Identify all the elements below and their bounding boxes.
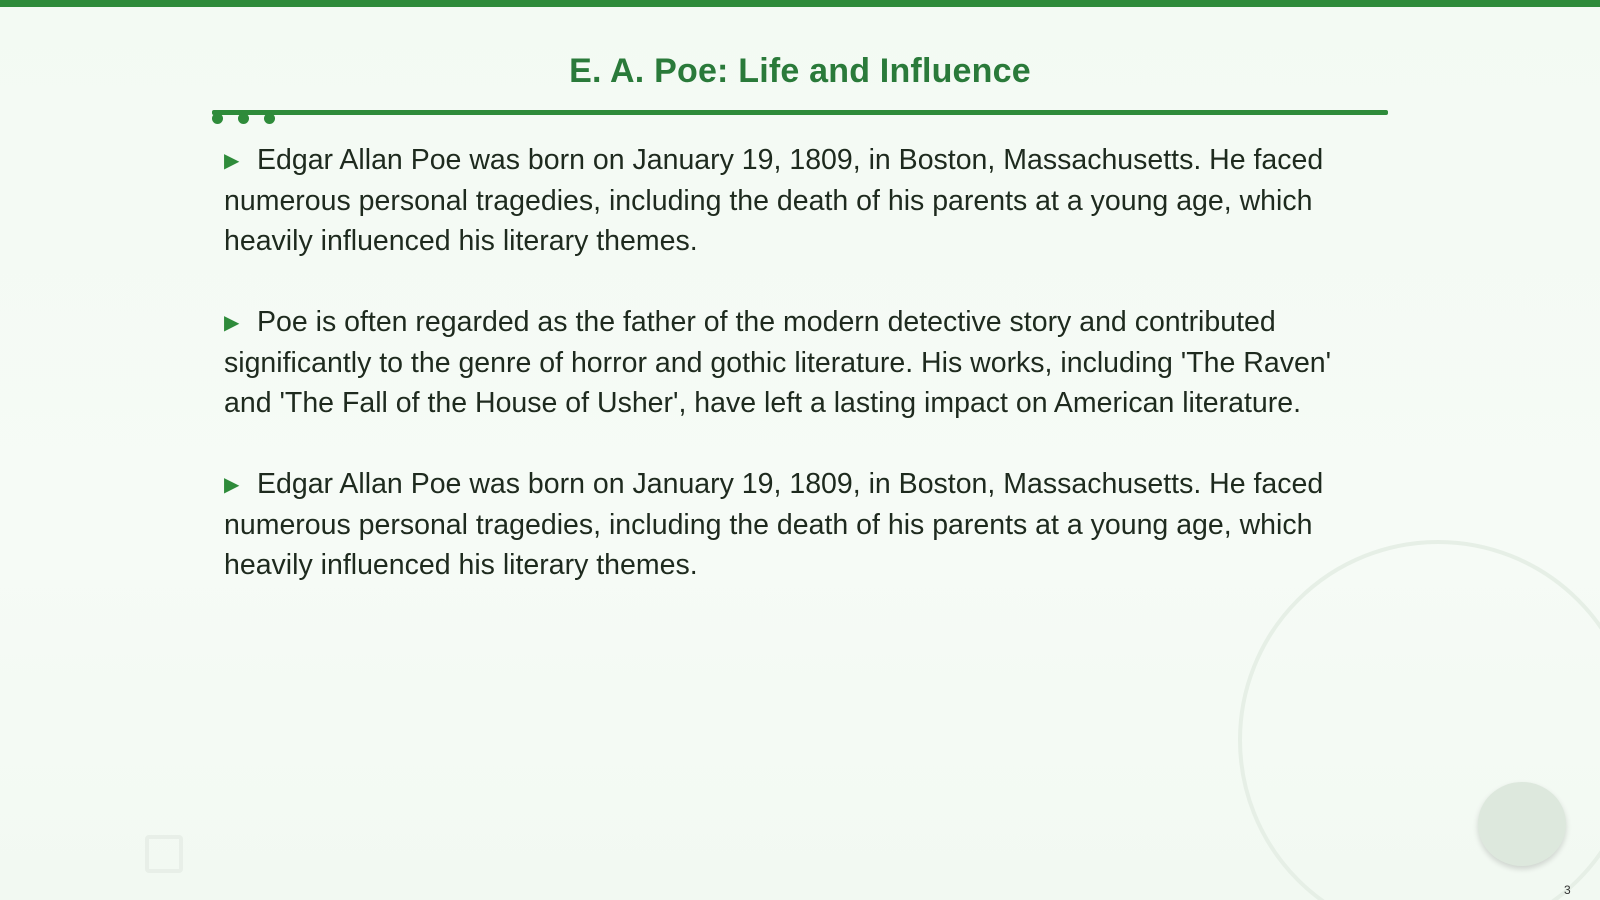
decorative-circle-filled	[1478, 782, 1566, 866]
triangle-bullet-icon: ▶	[224, 474, 240, 496]
bullet-item	[224, 140, 1384, 261]
triangle-bullet-icon: ▶	[224, 150, 240, 172]
bullet-list	[224, 140, 1384, 626]
decorative-dot	[212, 113, 223, 124]
title-underline-dots	[212, 113, 275, 125]
bullet-item	[224, 464, 1384, 585]
bullet-item	[224, 302, 1384, 423]
slide-title: E. A. Poe: Life and Influence	[569, 52, 1031, 90]
bullet-text: Edgar Allan Poe was born on January 19, 1809, in Boston, Massachusetts. He faced numerous personal tragedies, including the death of his parents at a young age, which heavily influenced his literary themes.	[224, 144, 1324, 257]
title-underline	[212, 110, 1388, 115]
triangle-bullet-icon: ▶	[224, 312, 240, 334]
decorative-dot	[264, 113, 275, 124]
decorative-dot	[238, 113, 249, 124]
top-accent-bar	[0, 0, 1600, 7]
bullet-text: Poe is often regarded as the father of the modern detective story and contributed significantly to the genre of horror and gothic literature. His works, including 'The Raven' and 'The Fall of the House of Usher', have left a lasting impact on American literature.	[224, 306, 1332, 419]
decorative-square-outline	[145, 835, 183, 873]
bullet-text: Edgar Allan Poe was born on January 19, 1809, in Boston, Massachusetts. He faced numerous personal tragedies, including the death of his parents at a young age, which heavily influenced his literary themes.	[224, 468, 1324, 581]
page-number: 3	[1564, 883, 1571, 897]
